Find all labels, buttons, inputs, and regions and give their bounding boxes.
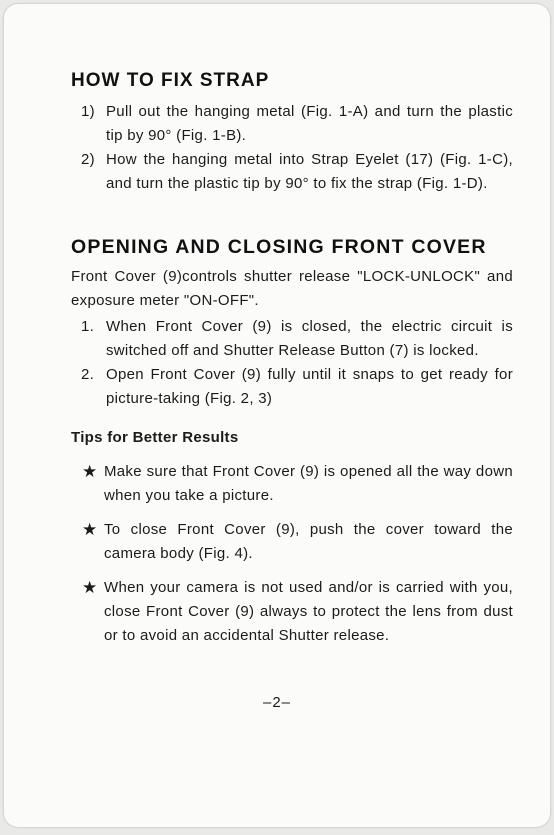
- step-text: Open Front Cover (9) fully until it snaps to get ready for picture-taking (Fig. 2, 3): [106, 366, 513, 407]
- section-fix-strap: [71, 70, 513, 196]
- front-cover-step-2: [71, 363, 513, 411]
- step-number: 1): [81, 103, 95, 120]
- tip-text: When your camera is not used and/or is carried with you, close Front Cover (9) always to protect the lens from dust or to avoid an accidental Shutter release.: [104, 579, 513, 644]
- section-title-fix-strap: HOW TO FIX STRAP: [71, 70, 270, 91]
- manual-page: [4, 4, 550, 827]
- step-number: 2): [81, 151, 95, 168]
- star-bullet-icon: ★: [82, 520, 98, 539]
- step-text: When Front Cover (9) is closed, the electric circuit is switched off and Shutter Release Button (7) is locked.: [106, 318, 513, 359]
- step-number: 1.: [81, 318, 95, 335]
- tip-text: To close Front Cover (9), push the cover toward the camera body (Fig. 4).: [104, 521, 513, 562]
- tips-title: Tips for Better Results: [71, 429, 239, 446]
- strap-step-2: [71, 148, 513, 196]
- strap-step-1: [71, 100, 513, 148]
- tip-item: [71, 518, 513, 566]
- front-cover-intro: Front Cover (9)controls shutter release "LOCK-UNLOCK" and exposure meter "ON-OFF".: [71, 268, 513, 309]
- tip-text: Make sure that Front Cover (9) is opened all the way down when you take a picture.: [104, 463, 513, 504]
- section-front-cover: [71, 236, 513, 648]
- step-text: Pull out the hanging metal (Fig. 1-A) and turn the plastic tip by 90° (Fig. 1-B).: [106, 103, 513, 144]
- star-bullet-icon: ★: [82, 578, 98, 597]
- section-title-front-cover: OPENING AND CLOSING FRONT COVER: [71, 236, 487, 258]
- page-number: –2–: [262, 694, 292, 711]
- step-text: How the hanging metal into Strap Eyelet (17) (Fig. 1-C), and turn the plastic tip by 90° to fix the strap (Fig. 1-D).: [106, 151, 513, 192]
- step-number: 2.: [81, 366, 95, 383]
- front-cover-step-1: [71, 315, 513, 363]
- tip-item: [71, 460, 513, 508]
- tip-item: [71, 576, 513, 648]
- page-content: [71, 70, 513, 658]
- star-bullet-icon: ★: [82, 462, 98, 481]
